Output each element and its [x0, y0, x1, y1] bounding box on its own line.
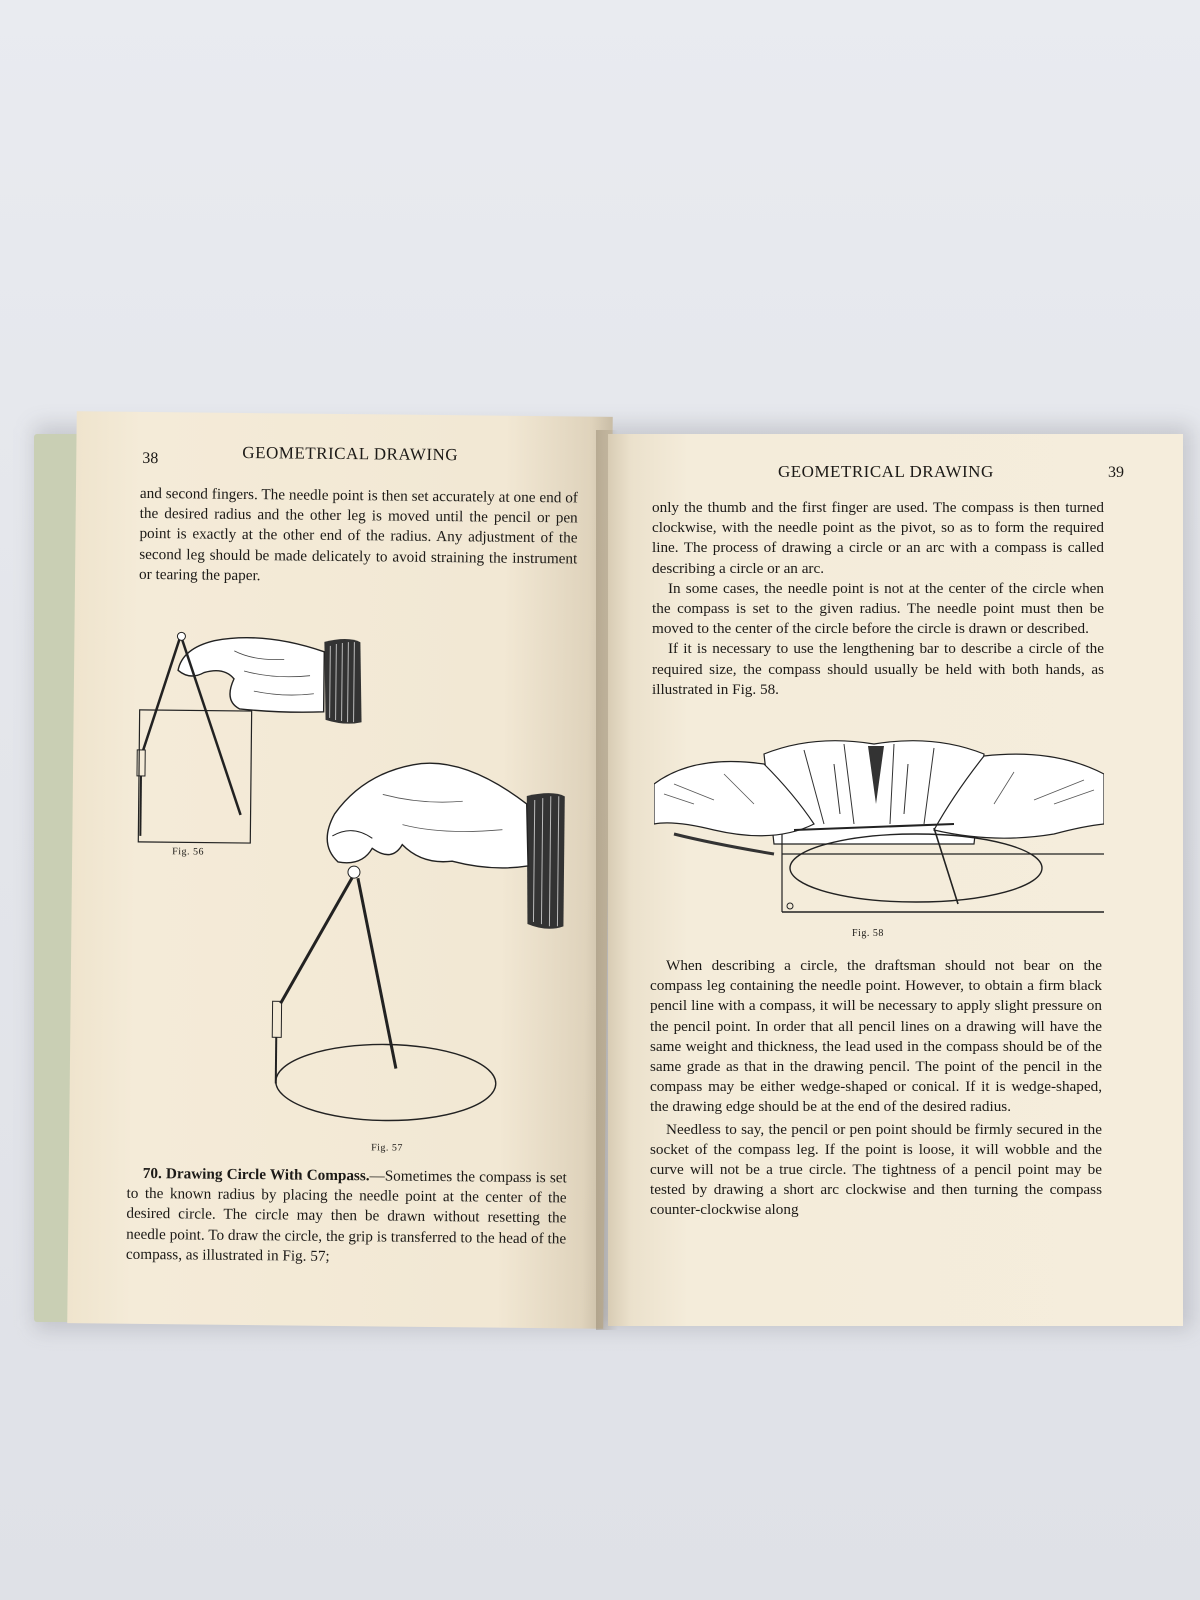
right-para-5: Needless to say, the pencil or pen point should be firmly secured in the socket of the compass leg. If the point is loose, it will wobble and the curve will not be a true circle. The tightness of a pencil point may be tested by drawing a short arc clockwise and then turning the compass counter-clockwise along — [650, 1120, 1102, 1219]
right-lower-text — [650, 956, 1102, 1221]
fig56-caption: Fig. 56 — [172, 846, 205, 858]
right-page — [608, 434, 1183, 1326]
right-running-head: GEOMETRICAL DRAWING — [778, 462, 994, 481]
left-running-head: GEOMETRICAL DRAWING — [242, 442, 459, 465]
left-page-number: 38 — [142, 449, 159, 468]
right-page-number: 39 — [1108, 464, 1124, 481]
right-para-4: When describing a circle, the draftsman should not bear on the compass leg containing the needle point. However, to obtain a firm black pencil line with a compass, it will be necessary to apply slight pressure on the pencil point. In order that all pencil lines on a drawing will have the same weight and thickness, the lead used in the compass should be of the same grade as that in the drawing pencil. The point of the pencil in the compass may be either wedge-shaped or conical. If it is wedge-shaped, the drawing edge should be at the end of the desired radius. — [650, 957, 1102, 1116]
left-section-70 — [126, 1164, 567, 1270]
right-upper-text — [652, 498, 1104, 700]
section-70-heading: 70. Drawing Circle With Compass. — [142, 1164, 370, 1185]
section-70-text: —Sometimes the compass is set to the known radius by placing the needle point at the center of the desired circle. The circle may then be drawn without resetting the needle point. To draw the circle, the grip is transferred to the head of the compass, as illustrated in Fig. 57; — [125, 1167, 567, 1265]
fig57-illustration — [259, 743, 583, 1136]
left-page — [67, 411, 613, 1329]
fig58-illustration — [654, 734, 1104, 934]
fig57-caption: Fig. 57 — [371, 1142, 403, 1154]
right-para-3: If it is necessary to use the lengthening bar to describe a circle of the required size, the compass should usually be held with both hands, as illustrated in Fig. 58. — [652, 640, 1104, 698]
left-top-paragraph-text: and second fingers. The needle point is then set accurately at one end of the desired radius and the other leg is moved until the pencil or pen point is exactly at the other end of the radius. Any adjustment of the second leg should be made delicately to avoid straining the instrument or tearing the paper. — [138, 484, 578, 584]
right-para-2: In some cases, the needle point is not at the center of the circle when the compass is set to the given radius. The needle point must then be moved to the center of the circle before the circle is drawn or described. — [652, 579, 1104, 638]
right-para-1: only the thumb and the first finger are used. The compass is then turned clockwise, with the needle point as the pivot, so as to form the required line. The process of drawing a circle or an arc with a compass is called describing a circle or an arc. — [652, 499, 1104, 577]
fig58-caption: Fig. 58 — [852, 928, 884, 939]
left-top-paragraph — [139, 484, 578, 590]
